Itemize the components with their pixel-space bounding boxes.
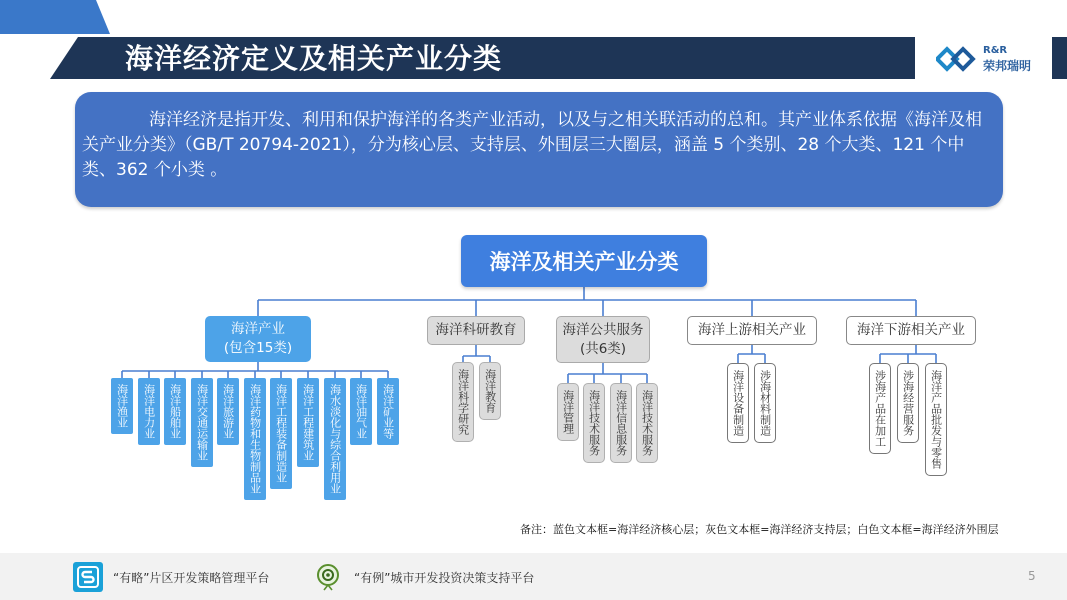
category-label: 海洋下游相关产业 bbox=[857, 322, 965, 338]
youli-platform-logo-icon bbox=[314, 563, 342, 591]
category-marine-industry bbox=[205, 316, 311, 362]
category-marine-research-education bbox=[427, 316, 525, 345]
category-marine-public-service bbox=[556, 316, 650, 363]
category-sublabel: (共6类) bbox=[579, 340, 627, 357]
leaf-marine-business-service: 涉海经营服务 bbox=[897, 363, 919, 443]
leaf-marine-pharma-bio: 海洋药物和生物制品业 bbox=[244, 378, 266, 500]
leaf-marine-shipbuilding: 海洋船舶业 bbox=[164, 378, 186, 445]
category-label: 海洋科研教育 bbox=[435, 322, 517, 338]
category-upstream-industry bbox=[687, 316, 817, 345]
definition-text: 海洋经济是指开发、利用和保护海洋的各类产业活动，以及与之相关联活动的总和。其产业体系依据《海洋及相关产业分类》（GB/T 20794-2021），分为核心层、支持层、外围层三大圈层，涵盖 5 个类别、28 个大类、121 个中类、362 个小类 。 bbox=[82, 110, 982, 180]
category-sublabel: (包含15类) bbox=[223, 340, 293, 356]
leaf-marine-oil-gas: 海洋油气业 bbox=[350, 378, 372, 445]
category-downstream-industry bbox=[846, 316, 976, 345]
leaf-marine-engineering-equipment: 海洋工程装备制造业 bbox=[270, 378, 292, 489]
legend-note: 备注：蓝色文本框=海洋经济核心层；灰色文本框=海洋经济支持层；白色文本框=海洋经济外围层 bbox=[520, 523, 999, 536]
leaf-marine-equipment-mfg: 海洋设备制造 bbox=[727, 363, 749, 443]
leaf-marine-engineering-construction: 海洋工程建筑业 bbox=[297, 378, 319, 467]
footer-platform-link-1[interactable]: “有略”片区开发策略管理平台 bbox=[113, 571, 270, 585]
leaf-marine-tech-service-2: 海洋技术服务 bbox=[636, 383, 658, 463]
youlue-platform-logo-icon bbox=[73, 562, 103, 592]
leaf-marine-tech-service-1: 海洋技术服务 bbox=[583, 383, 605, 463]
leaf-marine-info-service: 海洋信息服务 bbox=[610, 383, 632, 463]
category-label: 海洋产业 bbox=[231, 321, 285, 337]
leaf-marine-mining: 海洋矿业等 bbox=[377, 378, 399, 445]
leaf-marine-wholesale-retail: 海洋产品批发与零售 bbox=[925, 363, 947, 476]
leaf-marine-management: 海洋管理 bbox=[557, 383, 579, 441]
leaf-marine-science-research: 海洋科学研究 bbox=[452, 362, 474, 442]
leaf-marine-power: 海洋电力业 bbox=[138, 378, 160, 445]
leaf-marine-material-mfg: 涉海材料制造 bbox=[754, 363, 776, 443]
leaf-marine-transport: 海洋交通运输业 bbox=[191, 378, 213, 467]
logo-latin-text: R&R bbox=[983, 45, 1008, 56]
footer-platform-link-2[interactable]: “有例”城市开发投资决策支持平台 bbox=[354, 571, 535, 585]
page-title: 海洋经济定义及相关产业分类 bbox=[125, 42, 503, 75]
category-label: 海洋公共服务 bbox=[562, 321, 644, 338]
leaf-marine-product-processing: 涉海产品在加工 bbox=[869, 363, 891, 454]
logo-chinese-text: 荣邦瑞明 bbox=[983, 59, 1032, 73]
leaf-marine-tourism: 海洋旅游业 bbox=[217, 378, 239, 445]
category-label: 海洋上游相关产业 bbox=[698, 322, 806, 338]
tree-root-node: 海洋及相关产业分类 bbox=[461, 235, 707, 287]
leaf-marine-fishery: 海洋渔业 bbox=[111, 378, 133, 434]
page-number: 5 bbox=[1028, 569, 1036, 583]
leaf-desalination: 海水淡化与综合利用业 bbox=[324, 378, 346, 500]
leaf-marine-education: 海洋教育 bbox=[479, 362, 501, 420]
